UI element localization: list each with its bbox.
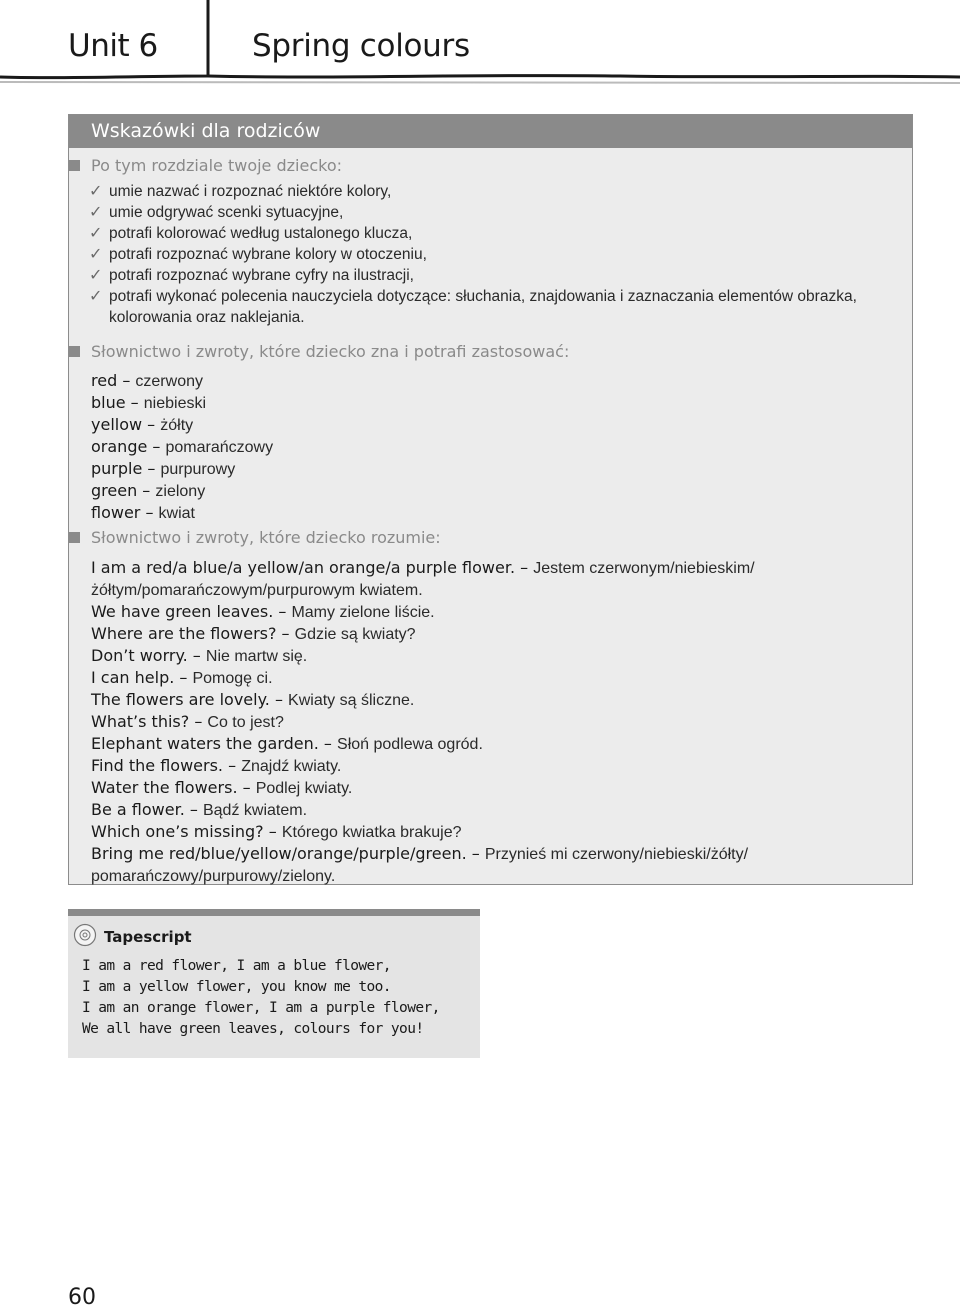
active-vocab-section xyxy=(69,340,912,524)
vocab-item: green – zielony xyxy=(91,481,206,500)
vocab-item: flower – kwiat xyxy=(91,503,195,522)
list-item: ✓ umie nazwać i rozpoznać niektóre kolory, xyxy=(89,183,392,200)
passive-vocab-title xyxy=(69,526,912,550)
list-item: ✓ umie odgrywać scenki sytuacyjne, xyxy=(89,204,344,221)
lyric-line: I am a yellow flower, you know me too. xyxy=(82,979,391,995)
unit-title: Spring colours xyxy=(252,28,470,64)
square-bullet-icon xyxy=(69,532,80,543)
tapescript-top-bar xyxy=(68,909,480,916)
vocab-item: purple – purpurowy xyxy=(91,459,236,478)
guidance-heading: Wskazówki dla rodziców xyxy=(69,115,912,148)
active-vocab-title xyxy=(69,340,912,364)
list-item: ✓ potrafi wykonać polecenia nauczyciela dotyczące: słuchania, znajdowania i zaznaczania elementów obrazka, kolorowania oraz naklejania. xyxy=(89,288,857,326)
phrase-item: Elephant waters the garden. – Słoń podlewa ogród. xyxy=(91,734,483,753)
phrase-item: Which one’s missing? – Którego kwiatka brakuje? xyxy=(91,822,462,841)
checkmark-icon: ✓ xyxy=(89,225,103,242)
active-vocab-title-text: Słownictwo i zwroty, które dziecko zna i potrafi zastosować: xyxy=(91,342,570,361)
phrase-item: Don’t worry. – Nie martw się. xyxy=(91,646,308,665)
phrase-item: Be a flower. – Bądź kwiatem. xyxy=(91,800,308,819)
square-bullet-icon xyxy=(69,160,80,171)
checkmark-icon: ✓ xyxy=(89,267,103,284)
checkmark-icon: ✓ xyxy=(89,288,103,305)
phrase-item: Where are the flowers? – Gdzie są kwiaty? xyxy=(91,624,416,643)
list-item: ✓ potrafi rozpoznać wybrane cyfry na ilustracji, xyxy=(89,267,414,284)
phrase-item: Bring me red/blue/yellow/orange/purple/green. – Przynieś mi czerwony/niebieski/żółty/ pomarańczowy/purpurowy/zielony. xyxy=(91,844,749,885)
outcomes-title-text: Po tym rozdziale twoje dziecko: xyxy=(91,156,342,175)
checkmark-icon: ✓ xyxy=(89,246,103,263)
outcomes-title xyxy=(69,154,912,178)
passive-vocab-list xyxy=(69,557,912,887)
phrase-item: I can help. – Pomogę ci. xyxy=(91,668,273,687)
outcomes-list xyxy=(69,181,912,328)
phrase-item: Find the flowers. – Znajdź kwiaty. xyxy=(91,756,342,775)
phrase-item: Water the flowers. – Podlej kwiaty. xyxy=(91,778,353,797)
vocab-item: blue – niebieski xyxy=(91,393,207,412)
lyric-line: I am an orange flower, I am a purple flower, xyxy=(82,1000,440,1016)
phrase-item: The flowers are lovely. – Kwiaty są śliczne. xyxy=(91,690,415,709)
passive-vocab-title-text: Słownictwo i zwroty, które dziecko rozumie: xyxy=(91,528,441,547)
checkmark-icon: ✓ xyxy=(89,183,103,200)
passive-vocab-section xyxy=(69,526,912,887)
lyric-line: I am a red flower, I am a blue flower, xyxy=(82,958,391,974)
lyric-line: We all have green leaves, colours for you! xyxy=(82,1021,424,1037)
vocab-item: red – czerwony xyxy=(91,371,203,390)
tapescript-header xyxy=(68,916,480,956)
list-item: ✓ potrafi rozpoznać wybrane kolory w otoczeniu, xyxy=(89,246,427,263)
tapescript-box xyxy=(68,909,480,1058)
phrase-item: I am a red/a blue/a yellow/an orange/a purple flower. – Jestem czerwonym/niebieskim/ żółtym/pomarańczowym/purpurowym kwiatem. xyxy=(91,558,755,599)
phrase-item: We have green leaves. – Mamy zielone liście. xyxy=(91,602,435,621)
cd-icon xyxy=(73,923,97,947)
unit-number: Unit 6 xyxy=(68,28,158,64)
phrase-item: What’s this? – Co to jest? xyxy=(91,712,284,731)
active-vocab-list xyxy=(69,370,912,524)
list-item: ✓ potrafi kolorować według ustalonego klucza, xyxy=(89,225,413,242)
tapescript-title: Tapescript xyxy=(104,928,192,946)
vocab-item: yellow – żółty xyxy=(91,415,194,434)
tapescript-lines xyxy=(82,956,440,1040)
checkmark-icon: ✓ xyxy=(89,204,103,221)
vocab-item: orange – pomarańczowy xyxy=(91,437,274,456)
outcomes-section xyxy=(69,154,912,328)
page-number: 60 xyxy=(68,1285,96,1310)
parent-guidance-box xyxy=(68,114,913,885)
square-bullet-icon xyxy=(69,346,80,357)
